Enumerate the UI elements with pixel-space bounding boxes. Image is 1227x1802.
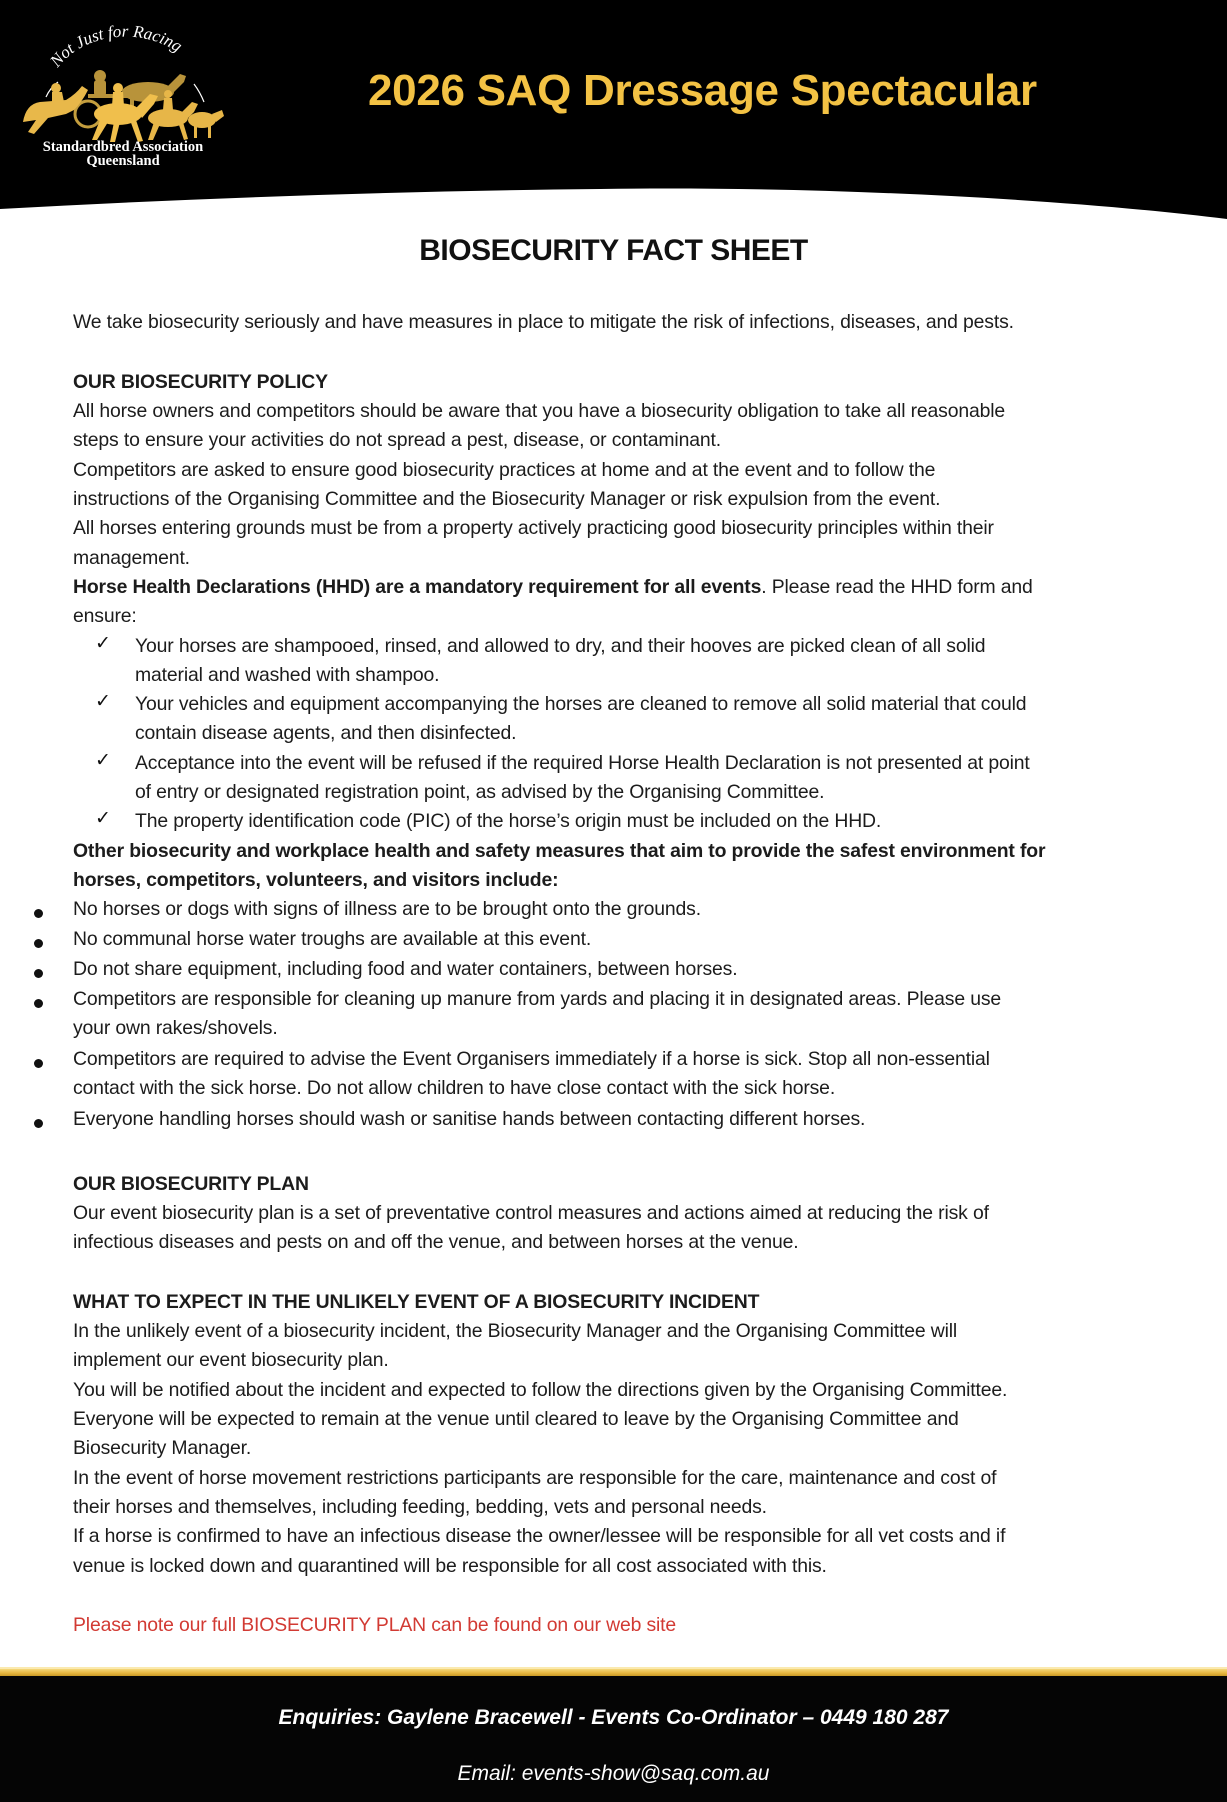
incident-line: You will be notified about the incident and expected to follow the directions given by the Organising Committee. (73, 1379, 1008, 1401)
incident-line: Biosecurity Manager. (73, 1437, 252, 1459)
checklist-item: Your vehicles and equipment accompanying the horses are cleaned to remove all solid material that could (135, 693, 1027, 715)
checklist-item-cont: contain disease agents, and then disinfected. (135, 722, 517, 744)
policy-line: All horse owners and competitors should be aware that you have a biosecurity obligation to take all reasonable (73, 400, 1006, 422)
check-mark-icon: ✓ (95, 691, 111, 712)
incident-line: implement our event biosecurity plan. (73, 1349, 389, 1371)
hhd-statement (73, 575, 1033, 599)
bullet-icon (34, 1119, 43, 1128)
bullet-item-cont: contact with the sick horse. Do not allow children to have close contact with the sick horse. (73, 1077, 836, 1099)
plan-heading: OUR BIOSECURITY PLAN (73, 1173, 309, 1195)
bullet-icon (34, 1059, 43, 1068)
logo-org-line1: Standardbred Association (42, 139, 204, 155)
biosecurity-plan-note: Please note our full BIOSECURITY PLAN can be found on our web site (73, 1614, 677, 1636)
bullet-item: Competitors are required to advise the Event Organisers immediately if a horse is sick. Stop all non-essential (73, 1048, 990, 1070)
checklist-item: Your horses are shampooed, rinsed, and allowed to dry, and their hooves are picked clean of all solid (135, 635, 986, 657)
policy-line: steps to ensure your activities do not spread a pest, disease, or contaminant. (73, 429, 721, 451)
footer-gold-rule (0, 1669, 1227, 1676)
policy-line: instructions of the Organising Committee and the Biosecurity Manager or risk expulsion from the event. (73, 488, 941, 510)
incident-line: In the event of horse movement restrictions participants are responsible for the care, maintenance and cost of (73, 1467, 997, 1489)
footer-enquiries: Enquiries: Gaylene Bracewell - Events Co-Ordinator – 0449 180 287 (278, 1706, 949, 1729)
bullet-icon (34, 909, 43, 918)
page-header (0, 0, 1227, 225)
hhd-instruction-text: . Please read the HHD form and (761, 576, 1033, 598)
bullet-item: Everyone handling horses should wash or sanitise hands between contacting different horses. (73, 1108, 866, 1130)
bullet-item: No horses or dogs with signs of illness are to be brought onto the grounds. (73, 898, 701, 920)
checklist-item: Acceptance into the event will be refused if the required Horse Health Declaration is not presented at point (135, 752, 1030, 774)
event-title: 2026 SAQ Dressage Spectacular (368, 66, 1037, 115)
horses-silhouette-icon (18, 22, 228, 167)
policy-line: All horses entering grounds must be from a property actively practicing good biosecurity principles within their (73, 517, 994, 539)
checklist-item-cont: material and washed with shampoo. (135, 664, 440, 686)
footer-email[interactable]: Email: events-show@saq.com.au (457, 1762, 770, 1785)
intro-text: We take biosecurity seriously and have measures in place to mitigate the risk of infections, diseases, and pests. (73, 311, 1014, 333)
saq-logo (18, 22, 228, 167)
policy-line: management. (73, 547, 190, 569)
checklist-item: The property identification code (PIC) of the horse’s origin must be included on the HHD. (135, 810, 882, 832)
incident-line: their horses and themselves, including feeding, bedding, vets and personal needs. (73, 1496, 767, 1518)
other-measures-heading: Other biosecurity and workplace health and safety measures that aim to provide the safest environment for (73, 840, 1046, 862)
check-mark-icon: ✓ (95, 808, 111, 829)
svg-text:Not Just for Racing (45, 22, 185, 71)
plan-line: Our event biosecurity plan is a set of preventative control measures and actions aimed at reducing the risk of (73, 1202, 989, 1224)
page-footer (0, 1670, 1227, 1802)
hhd-statement-cont: ensure: (73, 605, 137, 627)
bullet-item: Competitors are responsible for cleaning up manure from yards and placing it in designated areas. Please use (73, 988, 1002, 1010)
bullet-item: No communal horse water troughs are available at this event. (73, 928, 592, 950)
bullet-icon (34, 969, 43, 978)
logo-arc-text: Not Just for Racing (46, 22, 186, 71)
logo-org-line2: Queensland (86, 153, 160, 167)
incident-line: If a horse is confirmed to have an infectious disease the owner/lessee will be responsible for all vet costs and if (73, 1525, 1006, 1547)
checklist-item-cont: of entry or designated registration point, as advised by the Organising Committee. (135, 781, 825, 803)
bullet-icon (34, 999, 43, 1008)
bullet-item: Do not share equipment, including food and water containers, between horses. (73, 958, 738, 980)
bullet-icon (34, 939, 43, 948)
incident-line: Everyone will be expected to remain at the venue until cleared to leave by the Organising Committee and (73, 1408, 959, 1430)
incident-line: In the unlikely event of a biosecurity incident, the Biosecurity Manager and the Organising Committee will (73, 1320, 958, 1342)
policy-heading: OUR BIOSECURITY POLICY (73, 371, 328, 393)
hhd-mandatory-text: Horse Health Declarations (HHD) are a mandatory requirement for all events (73, 576, 762, 598)
policy-line: Competitors are asked to ensure good biosecurity practices at home and at the event and to follow the (73, 459, 936, 481)
incident-line: venue is locked down and quarantined will be responsible for all cost associated with this. (73, 1555, 827, 1577)
check-mark-icon: ✓ (95, 633, 111, 654)
check-mark-icon: ✓ (95, 750, 111, 771)
incident-heading: WHAT TO EXPECT IN THE UNLIKELY EVENT OF A BIOSECURITY INCIDENT (73, 1291, 760, 1313)
document-title: BIOSECURITY FACT SHEET (419, 234, 808, 267)
bullet-item-cont: your own rakes/shovels. (73, 1017, 278, 1039)
plan-line: infectious diseases and pests on and off the venue, and between horses at the venue. (73, 1231, 799, 1253)
other-measures-heading-cont: horses, competitors, volunteers, and visitors include: (73, 869, 559, 891)
